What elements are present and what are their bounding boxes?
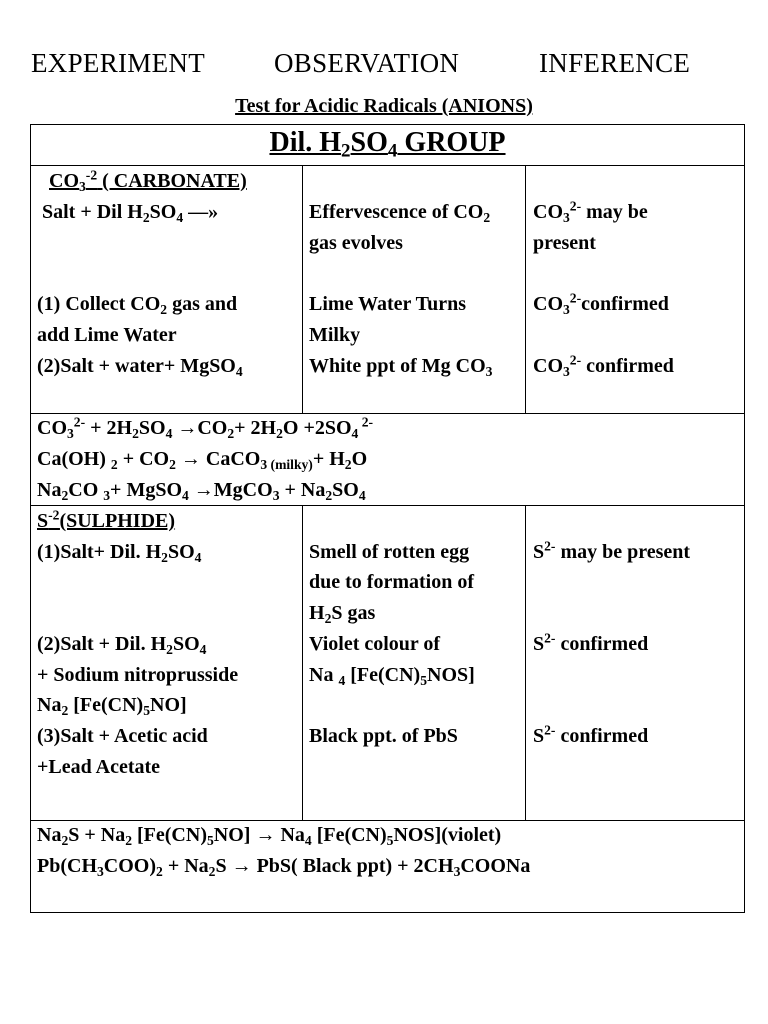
carbonate-obs-3: White ppt of Mg $CO_3$ [309,355,493,379]
header-inference: INFERENCE [539,48,691,78]
carbonate-inf-1-line2: present [533,232,596,254]
carbonate-inf-1-line1: $CO_3^{2-}$ may be [533,198,648,225]
sulphide-heading: $S^{-2}(SULPHIDE)$ [37,507,176,532]
carbonate-exp-2-line2: add Lime Water [37,324,177,346]
group-title: Dil. $H_2SO_4$ GROUP [269,127,506,162]
sulphide-obs-1-line3: $H_2S$ gas [309,602,376,626]
sulphide-exp-2-line3: $Na_2$ $[Fe(CN)_5NO]$ [37,694,187,718]
sulphide-obs-2-line1: Violet colour of [309,633,441,655]
carbonate-exp-3: (2)Salt + water+ MgSO$_4$ [37,355,243,379]
carbonate-equation-1: $CO_3^{2-} + 2H_2SO_4 \to CO_2+ 2H_2O +2SO_4$ $^{2-}$ [37,414,374,441]
carbonate-exp-1: Salt + Dil $H_2SO_4$ —» [42,201,219,225]
header-experiment: EXPERIMENT [31,48,205,78]
sulphide-exp-1: (1)Salt+ Dil. $H_2SO_4$ [37,541,202,565]
sulphide-exp-3-line1: (3)Salt + Acetic acid [37,725,208,747]
sulphide-inf-1: $S^{2-}$ may be present [533,538,691,563]
carbonate-equation-2: Ca(OH) $_2 + CO_2$ → CaCO$_3$ $_{(milky)}+ H_2O$ [37,448,368,472]
sulphide-equation-1: $Na_2S + Na_2$ $[Fe(CN)_5NO] \to Na_4$ $[Fe(CN)_5NOS](violet)$ [37,824,502,848]
sulphide-obs-3: Black ppt. of PbS [309,725,458,747]
carbonate-obs-1-line1: Effervescence of $CO_2$ [309,201,491,225]
carbonate-exp-2-line1: (1) Collect $CO_2$ gas and [37,293,238,317]
carbonate-inf-2: $CO_3^{2-}confirmed$ [533,290,669,317]
column-divider [525,165,526,413]
sulphide-exp-2-line1: (2)Salt + Dil. $H_2SO_4$ [37,633,207,657]
sulphide-exp-3-line2: +Lead Acetate [37,756,161,778]
carbonate-obs-1-line2: gas evolves [309,232,403,254]
column-divider [302,505,303,820]
divider [31,165,744,166]
sulphide-obs-1-line2: due to formation of [309,571,474,593]
anion-table [30,124,745,913]
divider [31,505,744,506]
sulphide-obs-1-line1: Smell of rotten egg [309,541,470,563]
column-divider [302,165,303,413]
sulphide-inf-2: $S^{2-}$ confirmed [533,630,649,655]
divider [31,820,744,821]
sulphide-obs-2-line2: Na $_4$ $[Fe(CN)_5NOS]$ [309,664,475,688]
carbonate-obs-2-line2: Milky [309,324,361,346]
divider [31,413,744,414]
sulphide-equation-2: $Pb(CH_3COO)_2 + Na_2S \to PbS$( Black $ppt) + 2CH_3COONa$ [37,855,531,879]
header-observation: OBSERVATION [274,48,460,78]
sulphide-inf-3: $S^{2-}$ confirmed [533,722,649,747]
page-subtitle: Test for Acidic Radicals (ANIONS) [235,95,533,117]
carbonate-equation-3: $Na_2CO$ $_3$+ MgSO$_4$ →MgCO$_3$ + $Na_2SO_4$ [37,479,366,503]
carbonate-heading: $CO_3^{-2}$ ( CARBONATE) [49,167,247,194]
column-divider [525,505,526,820]
carbonate-inf-3: $CO_3^{2-}$ confirmed [533,352,674,379]
sulphide-exp-2-line2: + Sodium nitroprusside [37,664,239,686]
carbonate-obs-2-line1: Lime Water Turns [309,293,467,315]
